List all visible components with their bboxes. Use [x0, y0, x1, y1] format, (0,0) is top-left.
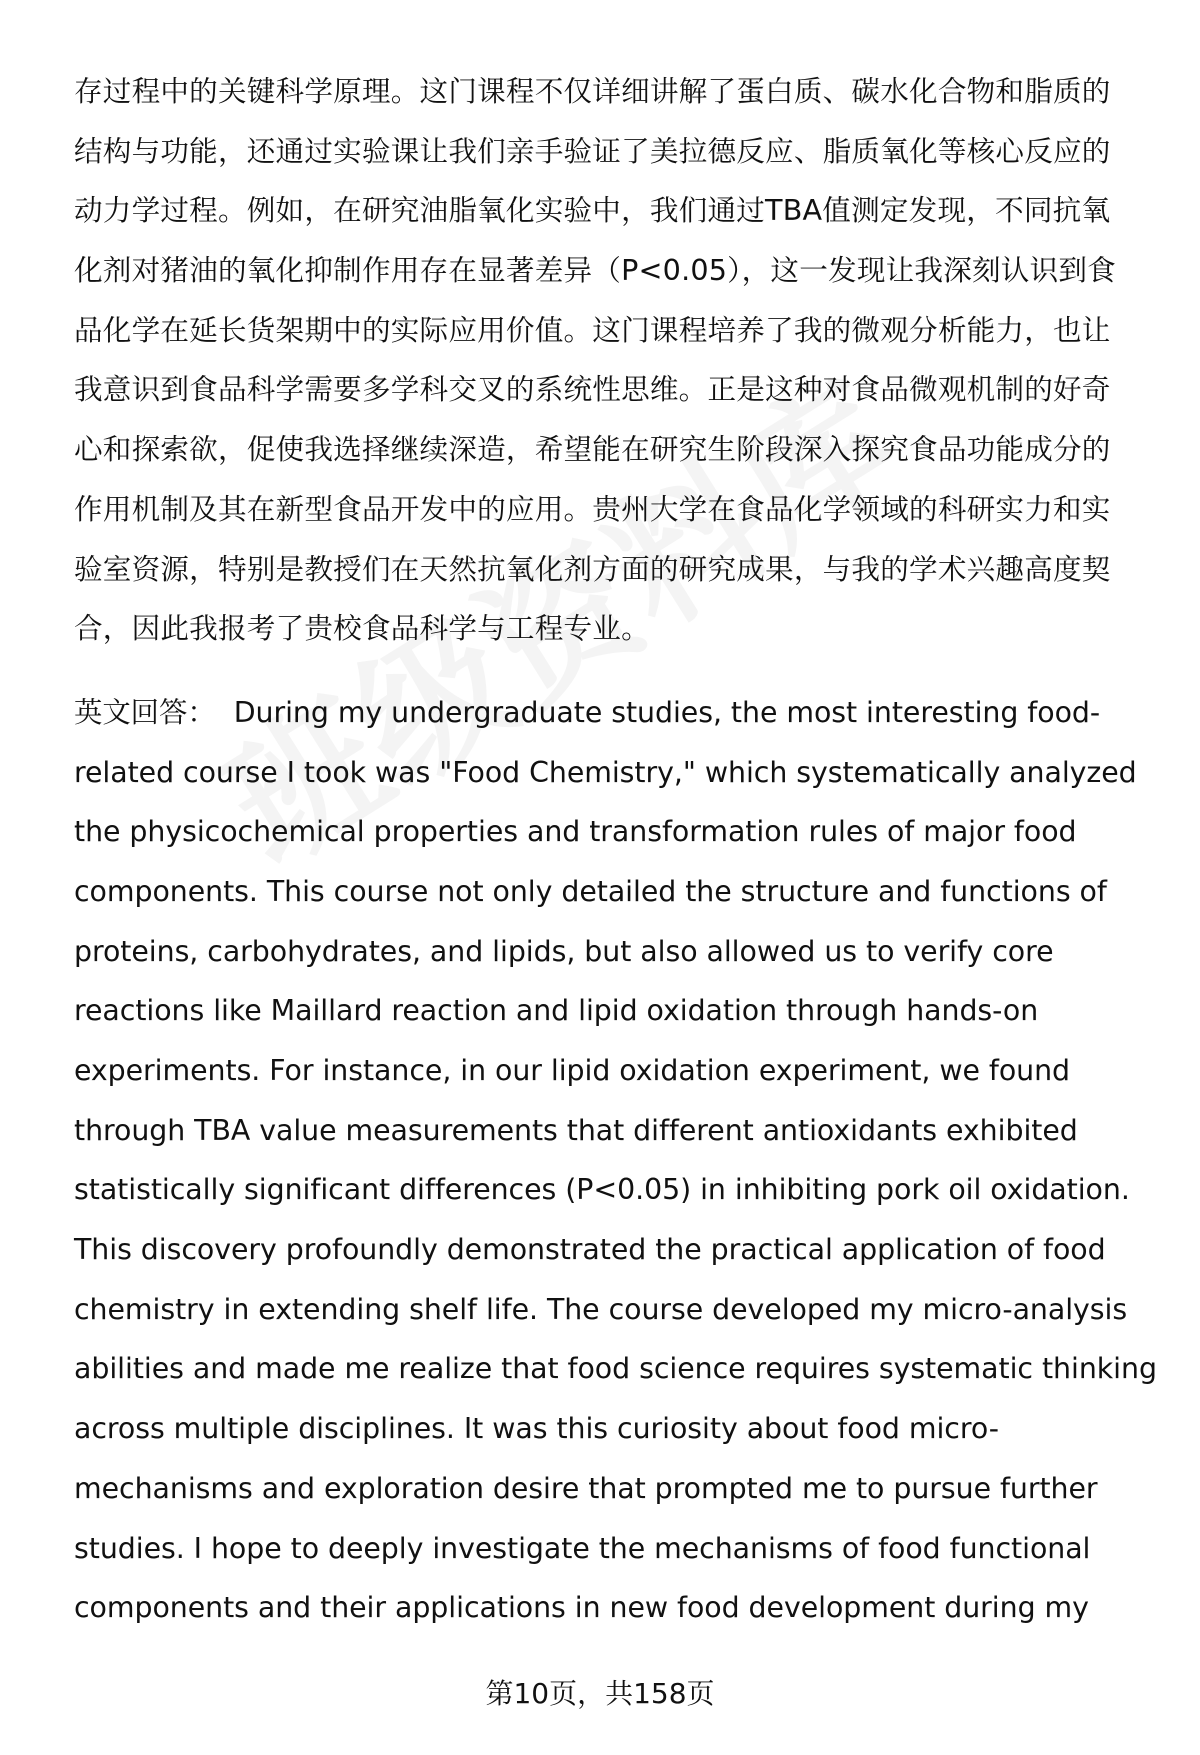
text-line: [74, 683, 1154, 743]
text-line: 心和探索欲，促使我选择继续深造，希望能在研究生阶段深入探究食品功能成分的: [74, 432, 1111, 467]
text-line: 作用机制及其在新型食品开发中的应用。贵州大学在食品化学领域的科研实力和实: [74, 491, 1111, 526]
text-line: 存过程中的关键科学原理。这门课程不仅详细讲解了蛋白质、碳水化合物和脂质的: [74, 74, 1111, 108]
document-body: [74, 62, 1157, 1638]
page-number-footer: 第10页，共158页: [485, 1677, 715, 1710]
paragraph-gap: [74, 659, 1154, 683]
text-line: proteins, carbohydrates, and lipids, but also allowed us to verify core: [74, 934, 1054, 968]
chinese-answer-paragraph: [74, 62, 1154, 659]
text-line: 合，因此我报考了贵校食品科学与工程专业。: [74, 611, 650, 646]
text-line: components and their applications in new food development during my: [74, 1591, 1089, 1625]
text-line: chemistry in extending shelf life. The course developed my micro-analysis: [74, 1292, 1128, 1326]
text-line: mechanisms and exploration desire that prompted me to pursue further: [74, 1471, 1098, 1505]
text-line: components. This course not only detailed the structure and functions of: [74, 874, 1107, 908]
text-line: through TBA value measurements that different antioxidants exhibited: [74, 1113, 1078, 1147]
text-line: reactions like Maillard reaction and lipid oxidation through hands-on: [74, 994, 1039, 1028]
text-line: 结构与功能，还通过实验课让我们亲手验证了美拉德反应、脂质氧化等核心反应的: [74, 133, 1111, 168]
text-line: across multiple disciplines. It was this curiosity about food micro-: [74, 1412, 999, 1446]
text-line: 品化学在延长货架期中的实际应用价值。这门课程培养了我的微观分析能力，也让: [74, 312, 1111, 347]
text-line: 动力学过程。例如，在研究油脂氧化实验中，我们通过TBA值测定发现，不同抗氧: [74, 193, 1111, 228]
text-line: abilities and made me realize that food science requires systematic thinking: [74, 1352, 1157, 1386]
text-line: related course I took was "Food Chemistry," which systematically analyzed: [74, 755, 1137, 789]
text-line: the physicochemical properties and transformation rules of major food: [74, 815, 1077, 849]
english-answer-label: 英文回答：: [74, 695, 216, 729]
text-line: studies. I hope to deeply investigate the mechanisms of food functional: [74, 1531, 1091, 1565]
text-line: 验室资源，特别是教授们在天然抗氧化剂方面的研究成果，与我的学术兴趣高度契: [74, 551, 1111, 586]
text-line: This discovery profoundly demonstrated the practical application of food: [74, 1233, 1106, 1267]
text-line: 我意识到食品科学需要多学科交叉的系统性思维。正是这种对食品微观机制的好奇: [74, 372, 1111, 407]
text-line-content: During my undergraduate studies, the most interesting food-: [233, 695, 1101, 729]
english-answer-paragraph: [74, 683, 1157, 1638]
text-line: experiments. For instance, in our lipid oxidation experiment, we found: [74, 1054, 1071, 1087]
text-line: 化剂对猪油的氧化抑制作用存在显著差异（P<0.05），这一发现让我深刻认识到食: [74, 253, 1116, 288]
text-line: statistically significant differences (P<0.05) in inhibiting pork oil oxidation.: [74, 1173, 1130, 1207]
